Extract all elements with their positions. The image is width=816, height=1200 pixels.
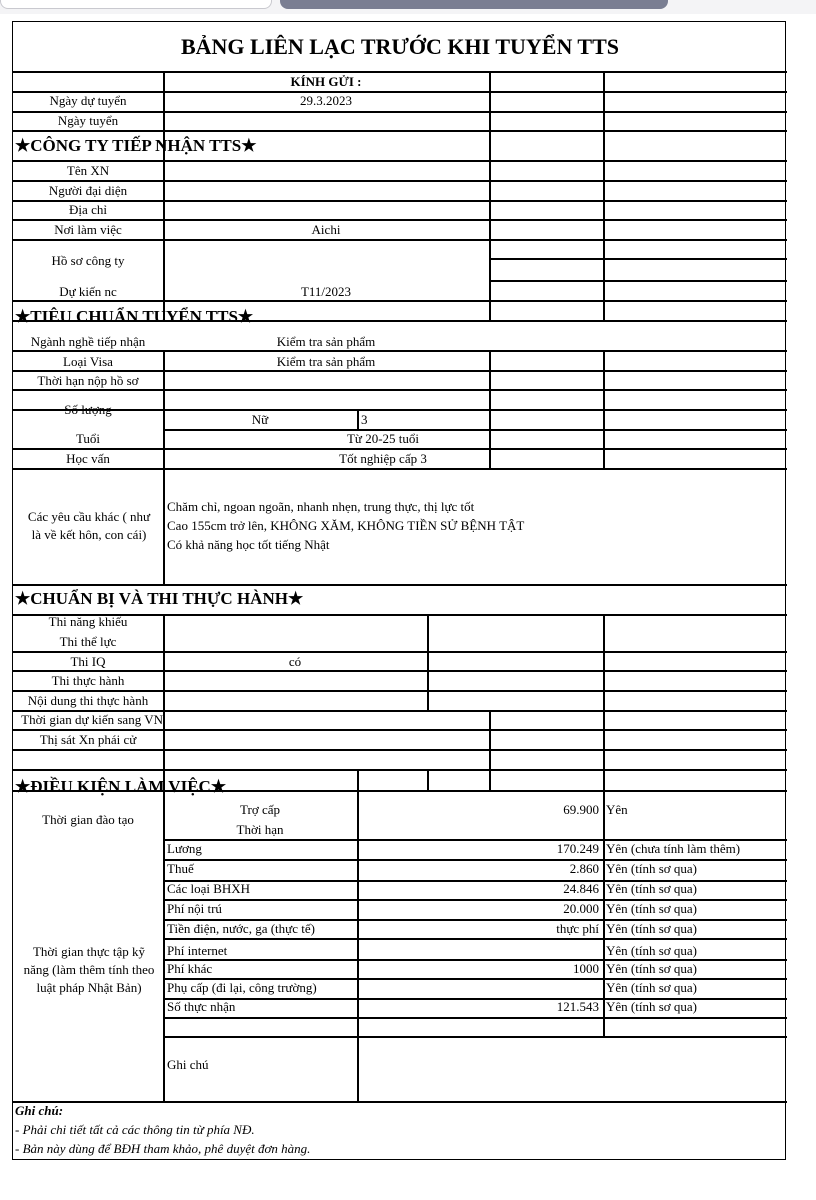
loai-visa-value: Kiểm tra sản phẩm xyxy=(276,354,376,369)
grid-line xyxy=(163,468,165,584)
nu-value: 3 xyxy=(361,412,368,427)
salary-row-unit: Yên (tính sơ qua) xyxy=(606,881,697,896)
salary-row-unit: Yên (chưa tính làm thêm) xyxy=(606,841,741,856)
tab-active[interactable] xyxy=(280,0,668,9)
section-work-conditions-title: ★ĐIỀU KIỆN LÀM VIỆC★ xyxy=(15,777,227,796)
noi-lam-viec-label: Nơi làm việc xyxy=(54,222,122,237)
requirement-1: Chăm chỉ, ngoan ngoãn, nhanh nhẹn, trung thực, thị lực tốt xyxy=(167,499,475,514)
tab-left[interactable] xyxy=(0,0,272,9)
thoi-han-label: Thời hạn xyxy=(236,822,284,837)
so-luong-label: Số lượng xyxy=(64,402,112,417)
grid-line xyxy=(427,614,429,710)
grid-line xyxy=(603,790,605,1036)
ngay-du-tuyen-value: 29.3.2023 xyxy=(300,93,352,108)
nganh-nghe-value: Kiểm tra sản phẩm xyxy=(276,334,376,349)
ten-xn-label: Tên XN xyxy=(66,163,110,178)
tro-cap-value: 69.900 xyxy=(563,802,599,817)
kinh-gui-label: KÍNH GỬI : xyxy=(290,74,362,89)
thoi-han-nop-label: Thời hạn nộp hồ sơ xyxy=(37,373,139,388)
hoc-van-label: Học vấn xyxy=(66,451,110,466)
ngay-tuyen-label: Ngày tuyển xyxy=(57,113,119,128)
grid-line xyxy=(489,710,491,790)
grid-line xyxy=(489,258,787,260)
thi-iq-label: Thi IQ xyxy=(70,654,106,669)
salary-row-value: 20.000 xyxy=(563,901,599,916)
ghi-chu-label: Ghi chú xyxy=(167,1057,209,1072)
hoc-van-value: Tốt nghiệp cấp 3 xyxy=(339,451,427,466)
ngay-du-tuyen-label: Ngày dự tuyển xyxy=(49,93,127,108)
section-company-title: ★CÔNG TY TIẾP NHẬN TTS★ xyxy=(15,136,257,155)
yeu-cau-label-1: Các yêu cầu khác ( như xyxy=(27,509,151,524)
grid-line xyxy=(13,130,787,132)
grid-line xyxy=(427,769,429,790)
salary-row-unit: Yên (tính sơ qua) xyxy=(606,961,697,976)
form-title: BẢNG LIÊN LẠC TRƯỚC KHI TUYỂN TTS xyxy=(180,34,620,59)
tuoi-value: Từ 20-25 tuổi xyxy=(346,431,420,446)
grid-line xyxy=(163,938,787,940)
grid-line xyxy=(13,350,787,352)
footer-note-2: - Bản này dùng để BĐH tham khảo, phê duyệt đơn hàng. xyxy=(15,1141,311,1156)
grid-line xyxy=(13,71,787,73)
thuc-tap-label-1: Thời gian thực tập kỹ xyxy=(32,944,146,959)
thi-sat-label: Thị sát Xn phái cử xyxy=(39,732,137,747)
salary-row-unit: Yên (tính sơ qua) xyxy=(606,943,697,958)
grid-line xyxy=(13,160,787,162)
salary-row-label: Tiền điện, nước, ga (thực tế) xyxy=(167,921,315,936)
nguoi-dai-dien-label: Người đại diện xyxy=(48,183,128,198)
footer-title: Ghi chú: xyxy=(15,1103,64,1118)
grid-line xyxy=(357,769,359,790)
thi-the-luc-label: Thi thể lực xyxy=(59,634,117,649)
salary-row-value: 2.860 xyxy=(569,861,599,876)
grid-line xyxy=(13,584,787,586)
tuoi-label: Tuổi xyxy=(75,431,101,446)
dia-chi-label: Địa chỉ xyxy=(69,202,107,217)
salary-row-unit: Yên (tính sơ qua) xyxy=(606,999,697,1014)
yeu-cau-label-2: là về kết hôn, con cái) xyxy=(31,527,147,542)
nu-label: Nữ xyxy=(251,412,269,427)
tro-cap-unit: Yên xyxy=(606,802,628,817)
grid-line xyxy=(13,670,787,672)
grid-line xyxy=(13,300,787,302)
salary-row-unit: Yên (tính sơ qua) xyxy=(606,861,697,876)
grid-line xyxy=(13,690,787,692)
thi-iq-value: có xyxy=(288,654,302,669)
salary-row-label: Phí khác xyxy=(167,961,213,976)
du-kien-nc-label: Dự kiến nc xyxy=(59,284,117,299)
grid-line xyxy=(13,448,787,450)
salary-row-label: Thuế xyxy=(167,861,194,876)
grid-line xyxy=(13,468,787,470)
section-criteria-title: ★TIÊU CHUẨN TUYỂN TTS★ xyxy=(15,307,254,326)
recruitment-form-sheet xyxy=(12,21,786,1160)
grid-line xyxy=(489,160,491,320)
browser-top-bar xyxy=(0,0,816,14)
grid-line xyxy=(489,280,787,282)
thuc-tap-label-2: năng (làm thêm tính theo xyxy=(23,962,155,977)
salary-row-value: 170.249 xyxy=(556,841,599,856)
grid-line xyxy=(489,71,491,160)
salary-row-label: Phí internet xyxy=(167,943,228,958)
salary-row-value: thực phí xyxy=(556,921,599,936)
grid-line xyxy=(13,749,787,751)
grid-line xyxy=(603,160,605,320)
grid-line xyxy=(13,769,787,771)
grid-line xyxy=(13,389,787,391)
grid-line xyxy=(163,614,165,790)
grid-line xyxy=(13,219,787,221)
requirement-2: Cao 155cm trở lên, KHÔNG XĂM, KHÔNG TIỀN SỬ BỆNH TẬT xyxy=(167,518,525,533)
grid-line xyxy=(13,651,787,653)
section-practice-title: ★CHUẨN BỊ VÀ THI THỰC HÀNH★ xyxy=(15,589,304,608)
grid-line xyxy=(13,239,787,241)
grid-line xyxy=(357,409,359,429)
loai-visa-label: Loại Visa xyxy=(63,354,113,369)
thi-thuc-hanh-label: Thi thực hành xyxy=(51,673,125,688)
salary-row-unit: Yên (tính sơ qua) xyxy=(606,921,697,936)
salary-row-label: Lương xyxy=(167,841,202,856)
salary-row-label: Số thực nhận xyxy=(167,999,236,1014)
salary-row-unit: Yên (tính sơ qua) xyxy=(606,980,697,995)
noi-dung-thi-label: Nội dung thi thực hành xyxy=(27,693,149,708)
dao-tao-label: Thời gian đào tạo xyxy=(42,812,134,827)
grid-line xyxy=(603,71,605,160)
ho-so-cong-ty-label: Hồ sơ công ty xyxy=(51,253,125,268)
grid-line xyxy=(603,614,605,790)
salary-row-value: 121.543 xyxy=(556,999,599,1014)
salary-row-label: Các loại BHXH xyxy=(167,881,251,896)
footer-note-1: - Phải chi tiết tất cả các thông tin từ phía NĐ. xyxy=(15,1122,255,1137)
grid-line xyxy=(163,1017,787,1019)
salary-row-label: Phụ cấp (đi lại, công trường) xyxy=(167,980,317,995)
salary-row-label: Phí nội trú xyxy=(167,901,222,916)
grid-line xyxy=(603,350,605,468)
salary-row-value: 1000 xyxy=(573,961,599,976)
salary-row-value: 24.846 xyxy=(563,881,599,896)
thuc-tap-label-3: luật pháp Nhật Bản) xyxy=(36,980,142,995)
salary-row-unit: Yên (tính sơ qua) xyxy=(606,901,697,916)
grid-line xyxy=(13,180,787,182)
tro-cap-label: Trợ cấp xyxy=(240,802,280,817)
grid-line xyxy=(13,729,787,731)
nganh-nghe-label: Ngành nghề tiếp nhận xyxy=(30,334,146,349)
thi-nang-khieu-label: Thi năng khiếu xyxy=(48,614,128,629)
grid-line xyxy=(357,790,359,1101)
du-kien-nc-value: T11/2023 xyxy=(300,284,352,299)
grid-line xyxy=(13,1101,787,1103)
noi-lam-viec-value: Aichi xyxy=(311,222,341,237)
requirement-3: Có khả năng học tốt tiếng Nhật xyxy=(167,537,330,552)
thoi-gian-sang-vn-label: Thời gian dự kiến sang VN xyxy=(21,712,163,727)
grid-line xyxy=(163,1036,787,1038)
grid-line xyxy=(13,370,787,372)
